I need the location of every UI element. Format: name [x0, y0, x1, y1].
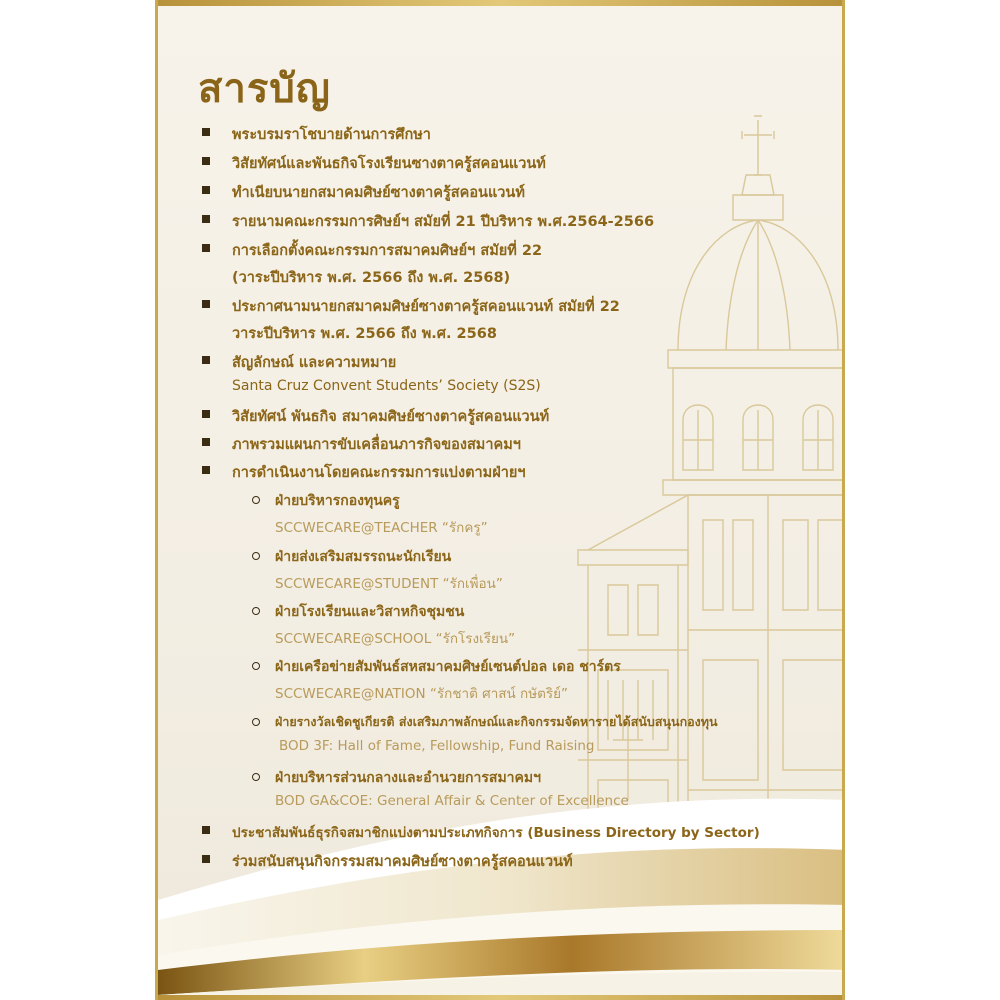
circle-bullet-icon	[252, 496, 260, 504]
toc-subitem: ฝ่ายเครือข่ายสัมพันธ์สหสมาคมศิษย์เซนต์ปอล เดอ ชาร์ตร	[275, 659, 621, 675]
toc-item: ประชาสัมพันธ์ธุรกิจสมาชิกแบ่งตามประเภทกิจการ (Business Directory by Sector)	[232, 825, 760, 841]
square-bullet-icon	[202, 157, 210, 165]
square-bullet-icon	[202, 466, 210, 474]
circle-bullet-icon	[252, 607, 260, 615]
square-bullet-icon	[202, 438, 210, 446]
toc-item: วิสัยทัศน์และพันธกิจโรงเรียนซางตาครู้สคอนแวนท์	[232, 156, 546, 172]
toc-subitem-code: SCCWECARE@TEACHER “รักครู”	[275, 520, 488, 536]
square-bullet-icon	[202, 244, 210, 252]
gold-frame-bottom	[158, 995, 842, 1000]
toc-item: ภาพรวมแผนการขับเคลื่อนภารกิจของสมาคมฯ	[232, 437, 521, 453]
square-bullet-icon	[202, 186, 210, 194]
toc-item: การเลือกตั้งคณะกรรมการสมาคมศิษย์ฯ สมัยที่ 22	[232, 243, 543, 259]
toc-item: ทำเนียบนายกสมาคมศิษย์ซางตาครู้สคอนแวนท์	[232, 185, 525, 201]
toc-item: สัญลักษณ์ และความหมาย	[232, 355, 397, 371]
toc-subitem-code: SCCWECARE@STUDENT “รักเพื่อน”	[275, 576, 503, 592]
toc-subitem: ฝ่ายรางวัลเชิดชูเกียรติ ส่งเสริมภาพลักษณ์และกิจกรรมจัดหารายได้สนับสนุนกองทุน	[275, 714, 718, 729]
toc-subitem-code: BOD 3F: Hall of Fame, Fellowship, Fund Raising	[279, 738, 595, 754]
toc-page	[155, 0, 845, 1000]
circle-bullet-icon	[252, 662, 260, 670]
toc-subitem: ฝ่ายบริหารกองทุนครู	[275, 493, 400, 509]
toc-subitem: ฝ่ายบริหารส่วนกลางและอำนวยการสมาคมฯ	[275, 770, 541, 786]
toc-subitem-code: SCCWECARE@SCHOOL “รักโรงเรียน”	[275, 631, 516, 647]
toc-item: วิสัยทัศน์ พันธกิจ สมาคมศิษย์ซางตาครู้สคอนแวนท์	[232, 409, 550, 425]
square-bullet-icon	[202, 410, 210, 418]
toc-item: การดำเนินงานโดยคณะกรรมการแบ่งตามฝ่ายฯ	[232, 465, 526, 481]
square-bullet-icon	[202, 300, 210, 308]
circle-bullet-icon	[252, 718, 260, 726]
toc-item-continuation: วาระปีบริหาร พ.ศ. 2566 ถึง พ.ศ. 2568	[232, 326, 497, 342]
toc-item: พระบรมราโชบายด้านการศึกษา	[232, 127, 431, 143]
toc-subitem-code: BOD GA&COE: General Affair & Center of Excellence	[275, 793, 629, 809]
square-bullet-icon	[202, 855, 210, 863]
toc-item: ร่วมสนับสนุนกิจกรรมสมาคมศิษย์ซางตาครู้สคอนแวนท์	[232, 854, 573, 870]
toc-item: รายนามคณะกรรมการศิษย์ฯ สมัยที่ 21 ปีบริหาร พ.ศ.2564-2566	[232, 214, 655, 230]
square-bullet-icon	[202, 826, 210, 834]
toc-subitem-code: SCCWECARE@NATION “รักชาติ ศาสน์ กษัตริย์”	[275, 686, 569, 702]
toc-item-continuation: (วาระปีบริหาร พ.ศ. 2566 ถึง พ.ศ. 2568)	[232, 270, 511, 286]
circle-bullet-icon	[252, 552, 260, 560]
square-bullet-icon	[202, 128, 210, 136]
circle-bullet-icon	[252, 773, 260, 781]
square-bullet-icon	[202, 215, 210, 223]
gold-wave-decoration	[158, 780, 845, 1000]
page-title: สารบัญ	[198, 66, 331, 112]
toc-subitem: ฝ่ายโรงเรียนและวิสาหกิจชุมชน	[275, 604, 465, 620]
toc-subitem: ฝ่ายส่งเสริมสมรรถนะนักเรียน	[275, 549, 452, 565]
gold-frame-top	[158, 0, 842, 6]
toc-item: ประกาศนามนายกสมาคมศิษย์ซางตาครู้สคอนแวนท์ สมัยที่ 22	[232, 299, 620, 315]
toc-item-continuation: Santa Cruz Convent Students’ Society (S2S)	[232, 378, 541, 394]
square-bullet-icon	[202, 356, 210, 364]
